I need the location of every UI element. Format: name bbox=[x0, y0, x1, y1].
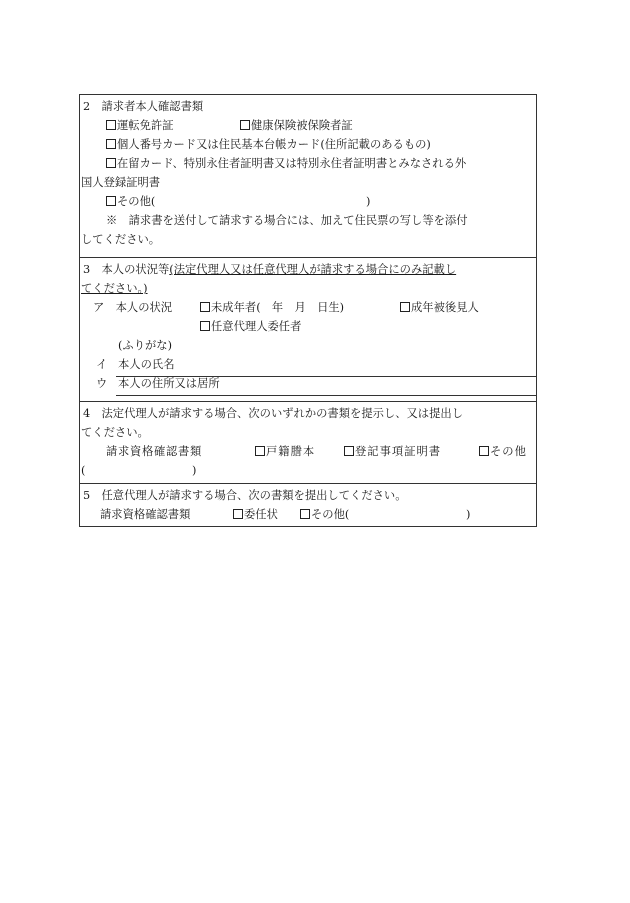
voluntary-other-close: ) bbox=[466, 508, 471, 521]
section-3-condition-cont: てください。) bbox=[81, 282, 148, 295]
proxy-label: 委任状 bbox=[244, 508, 278, 521]
minor-label: 未成年者( 年 月 日生) bbox=[211, 301, 345, 314]
address-underline bbox=[116, 395, 536, 396]
minor-checkbox[interactable] bbox=[200, 302, 210, 312]
legal-other-close: ) bbox=[192, 464, 197, 477]
section-voluntary-representative-docs bbox=[80, 486, 536, 526]
mail-note: ※ 請求書を送付して請求する場合には、加えて住民票の写し等を添付 bbox=[106, 214, 468, 227]
address-prefix: ウ bbox=[96, 377, 108, 390]
legal-other-open: ( bbox=[81, 464, 86, 477]
voluntary-other-checkbox[interactable] bbox=[300, 509, 310, 519]
insurance-label: 健康保険被保険者証 bbox=[251, 119, 353, 132]
principal-address-label: 本人の住所又は居所 bbox=[118, 377, 220, 390]
section-4-title-cont: てください。 bbox=[81, 426, 149, 439]
mynumber-label: 個人番号カード又は住民基本台帳カード(住所記載のあるもの) bbox=[117, 138, 431, 151]
section-requester-id-documents bbox=[80, 97, 536, 258]
principal-label: 任意代理人委任者 bbox=[211, 320, 302, 333]
koseki-checkbox[interactable] bbox=[255, 446, 265, 456]
furigana-label: (ふりがな) bbox=[118, 339, 173, 352]
section-5-title: 5 任意代理人が請求する場合、次の書類を提出してください。 bbox=[83, 489, 407, 502]
voluntary-other-label: その他( bbox=[311, 508, 350, 521]
principal-name-label: 本人の氏名 bbox=[118, 358, 175, 371]
section-legal-representative-docs bbox=[80, 404, 536, 484]
status-label: ア 本人の状況 bbox=[93, 301, 173, 314]
section-principal-status bbox=[80, 260, 536, 402]
legal-other-checkbox[interactable] bbox=[479, 446, 489, 456]
residence-card-label: 在留カード、特別永住者証明書又は特別永住者証明書とみなされる外 bbox=[117, 157, 467, 170]
koseki-label: 戸籍謄本 bbox=[266, 445, 316, 458]
license-label: 運転免許証 bbox=[117, 119, 174, 132]
other-id-checkbox[interactable] bbox=[106, 196, 116, 206]
registry-label: 登記事項証明書 bbox=[355, 445, 442, 458]
other-id-close: ) bbox=[366, 195, 371, 208]
mail-note-cont: してください。 bbox=[81, 233, 161, 246]
disclosure-request-form bbox=[79, 94, 537, 527]
insurance-checkbox[interactable] bbox=[240, 120, 250, 130]
adult-ward-checkbox[interactable] bbox=[400, 302, 410, 312]
voluntary-doc-label: 請求資格確認書類 bbox=[100, 508, 191, 521]
license-checkbox[interactable] bbox=[106, 120, 116, 130]
adult-ward-label: 成年被後見人 bbox=[411, 301, 479, 314]
residence-card-checkbox[interactable] bbox=[106, 158, 116, 168]
legal-other-label: その他 bbox=[490, 445, 527, 458]
proxy-checkbox[interactable] bbox=[233, 509, 243, 519]
registry-checkbox[interactable] bbox=[344, 446, 354, 456]
section-2-title: 2 請求者本人確認書類 bbox=[83, 100, 204, 113]
section-3-title: 3 本人の状況等 bbox=[83, 263, 170, 276]
name-prefix: イ bbox=[96, 358, 108, 371]
mynumber-checkbox[interactable] bbox=[106, 139, 116, 149]
section-4-title: 4 法定代理人が請求する場合、次のいずれかの書類を提示し、又は提出し bbox=[83, 407, 463, 420]
legal-doc-label: 請求資格確認書類 bbox=[106, 445, 202, 458]
residence-card-label-cont: 国人登録証明書 bbox=[81, 176, 161, 189]
other-id-label: その他( bbox=[117, 195, 156, 208]
section-3-condition: (法定代理人又は任意代理人が請求する場合にのみ記載し bbox=[169, 263, 457, 276]
principal-checkbox[interactable] bbox=[200, 321, 210, 331]
